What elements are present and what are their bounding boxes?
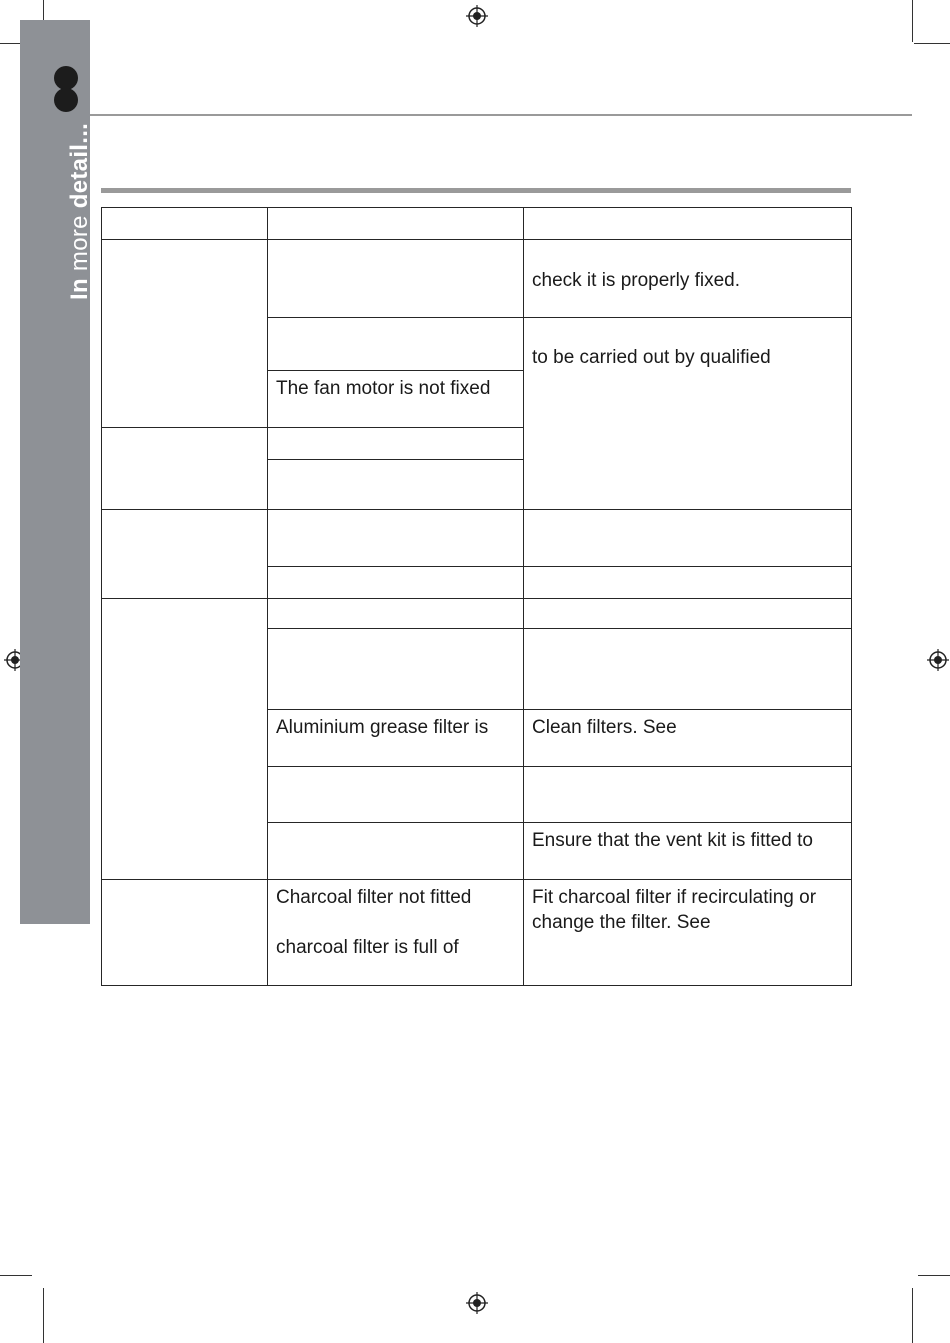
table-cell [268,880,524,986]
table-cell: check it is properly fixed. [524,240,852,318]
table-row [102,880,852,986]
table-cell [524,599,852,629]
troubleshooting-table [101,207,852,986]
table-cell [268,460,524,510]
cell-line: Charcoal filter not fitted [276,887,472,908]
table-cell [102,880,268,986]
table-cell [524,567,852,599]
title-rule [101,188,851,193]
section-dots-icon [54,66,78,112]
table-cell [268,240,524,318]
table-cell [268,318,524,371]
table-cell [102,240,268,428]
table-cell [102,599,268,880]
table-cell [524,208,852,240]
table-cell [524,767,852,823]
crop-mark [914,43,950,44]
header-rule [90,114,912,116]
table-cell: Aluminium grease filter is [268,710,524,767]
table-row [102,240,852,318]
table-cell [268,599,524,629]
table-cell [524,629,852,710]
cell-line: charcoal filter is full of [276,937,459,958]
table-cell: Fit charcoal filter if recirculating or change the filter. See [524,880,852,986]
table-cell [268,823,524,880]
table-cell [268,567,524,599]
table-cell: to be carried out by qualified [524,318,852,510]
table-cell [268,428,524,460]
registration-mark-icon [466,1292,488,1314]
table-cell: Clean filters. See [524,710,852,767]
table-cell [102,510,268,599]
crop-mark [918,1275,950,1276]
sidebar-section-label [66,123,94,300]
table-row [102,510,852,567]
sidebar-word-detail: detail... [66,122,93,209]
table-cell [524,510,852,567]
table-row [102,599,852,629]
table-cell: Ensure that the vent kit is fitted to [524,823,852,880]
sidebar-word-in: In [66,278,93,300]
crop-mark [43,1288,44,1343]
registration-mark-icon [927,649,949,671]
crop-mark [912,0,913,42]
crop-mark [912,1288,913,1343]
table-cell [102,428,268,510]
table-cell [268,767,524,823]
table-header-row [102,208,852,240]
table-cell [102,208,268,240]
table-cell [268,510,524,567]
sidebar-word-more: more [66,215,93,272]
registration-mark-icon [466,5,488,27]
table-cell [268,208,524,240]
crop-mark [0,1275,32,1276]
table-cell [268,629,524,710]
table-cell: The fan motor is not fixed [268,371,524,428]
